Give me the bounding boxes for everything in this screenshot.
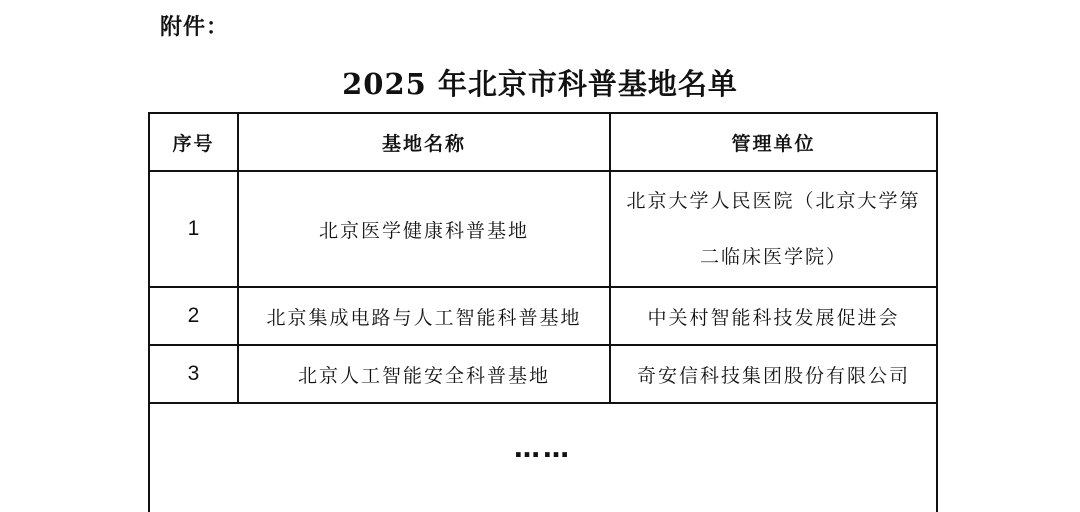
row-serial: 2 [150,288,239,344]
row-base-name: 北京集成电路与人工智能科普基地 [239,288,611,344]
header-base-name: 基地名称 [239,114,611,170]
table-header-row [150,114,936,172]
row-management-unit [611,172,936,286]
document-title: 2025 年北京市科普基地名单 [342,67,738,101]
org-line-1: 北京大学人民医院（北京大学第 [626,190,921,212]
row-management-unit: 奇安信科技集团股份有限公司 [636,364,910,387]
header-management-unit: 管理单位 [731,132,816,155]
row-management-unit: 中关村智能科技发展促进会 [647,306,900,329]
table-row [150,172,936,288]
base-list-table [148,112,938,512]
table-row [150,288,936,346]
row-base-name: 北京医学健康科普基地 [239,172,611,286]
row-serial: 1 [150,172,239,286]
attachment-label: 附件： [160,15,230,40]
org-line-2: 二临床医学院） [699,246,847,268]
ellipsis: …… [514,434,572,464]
row-serial: 3 [150,346,239,402]
header-serial: 序号 [150,114,239,170]
table-row [150,346,936,404]
row-base-name: 北京人工智能安全科普基地 [239,346,611,402]
